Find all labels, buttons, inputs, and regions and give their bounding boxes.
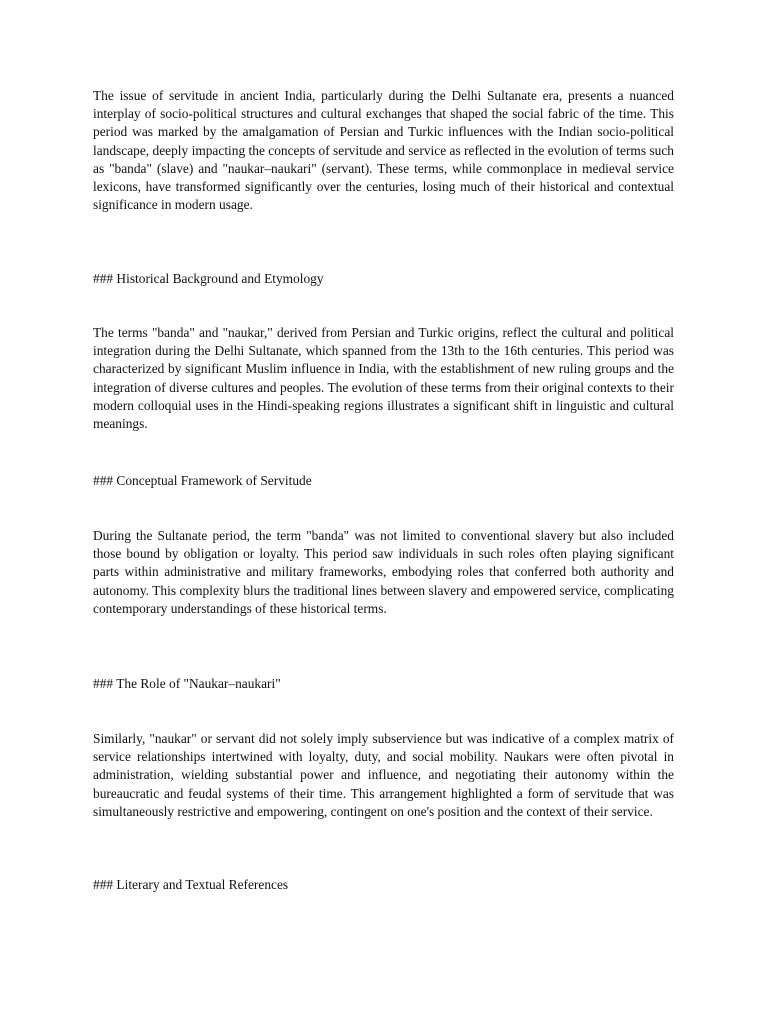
section-heading-naukar-naukari: ### The Role of "Naukar–naukari" <box>93 676 281 691</box>
section-heading-historical-background: ### Historical Background and Etymology <box>93 271 324 286</box>
historical-background-paragraph: The terms "banda" and "naukar," derived from Persian and Turkic origins, reflect the cultural and political integration during the Delhi Sultanate, which spanned from the 13th to the 16th centuries. This period was characterized by significant Muslim influence in India, with the establishment of new ruling groups and the integration of diverse cultures and peoples. The evolution of these terms from their original contexts to their modern colloquial uses in the Hindi-speaking regions illustrates a significant shift in linguistic and cultural meanings. <box>93 325 674 432</box>
conceptual-framework-paragraph: During the Sultanate period, the term "banda" was not limited to conventional slavery but also included those bound by obligation or loyalty. This period saw individuals in such roles often playing significant parts within administrative and military frameworks, embodying roles that conferred both authority and autonomy. This complexity blurs the traditional lines between slavery and empowered service, complicating contemporary understandings of these historical terms. <box>93 528 674 616</box>
intro-paragraph: The issue of servitude in ancient India, particularly during the Delhi Sultanate era, presents a nuanced interplay of socio-political structures and cultural exchanges that shaped the social fabric of the time. This period was marked by the amalgamation of Persian and Turkic influences with the Indian socio-political landscape, deeply impacting the concepts of servitude and service as reflected in the evolution of terms such as "banda" (slave) and "naukar–naukari" (servant). These terms, while commonplace in medieval service lexicons, have transformed significantly over the centuries, losing much of their historical and contextual significance in modern usage. <box>93 88 674 213</box>
section-heading-literary-references: ### Literary and Textual References <box>93 877 289 892</box>
section-heading-conceptual-framework: ### Conceptual Framework of Servitude <box>93 473 312 488</box>
naukar-naukari-paragraph: Similarly, "naukar" or servant did not solely imply subservience but was indicative of a complex matrix of service relationships intertwined with loyalty, duty, and social mobility. Naukars were often pivotal in administration, wielding substantial power and influence, and negotiating their autonomy within the bureaucratic and feudal systems of their time. This arrangement highlighted a form of servitude that was simultaneously restrictive and empowering, contingent on one's position and the context of their service. <box>93 731 674 819</box>
